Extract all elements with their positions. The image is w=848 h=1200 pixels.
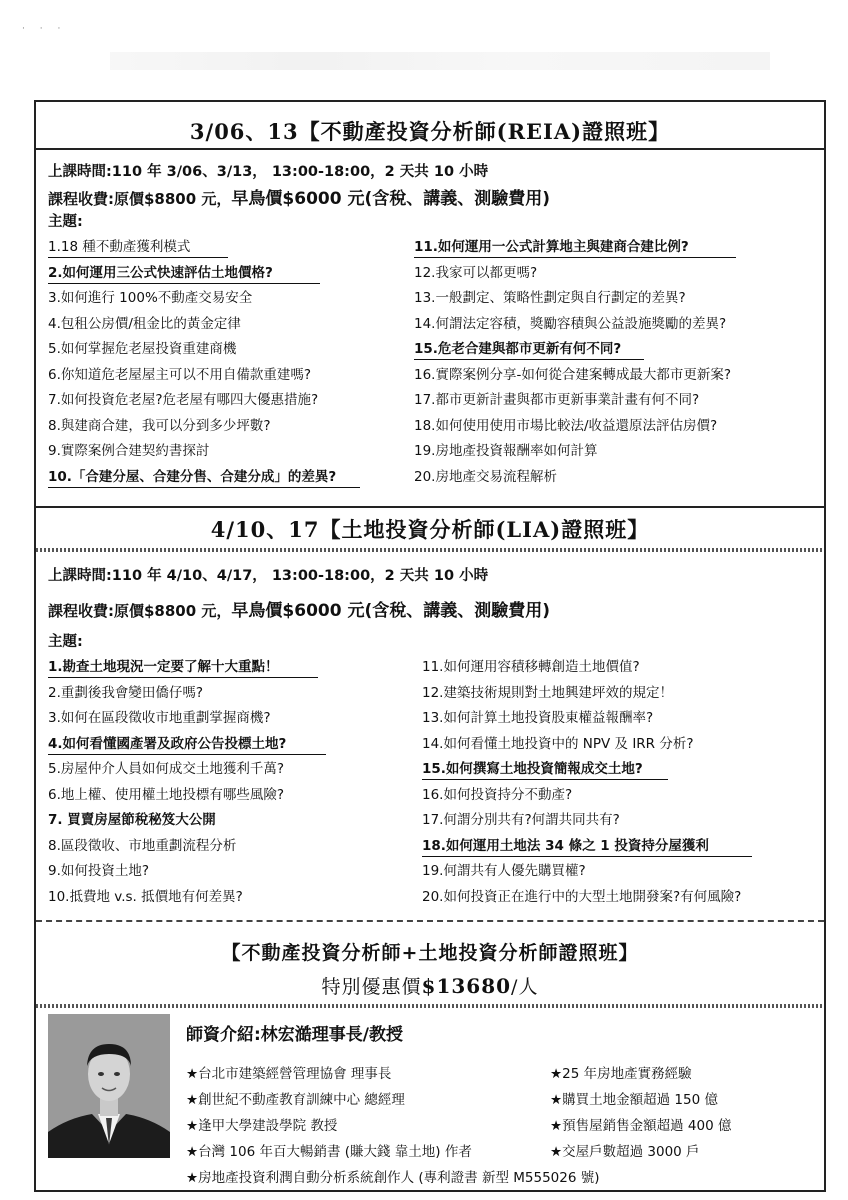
reia-title: 3/06、13【不動產投資分析師(REIA)證照班】 [189, 119, 671, 144]
topic-item: 4.如何看懂國產署及政府公告投標土地? [48, 735, 287, 752]
topic-item: 9.實際案例合建契約書探討 [48, 443, 210, 459]
topic-item: 15.如何撰寫土地投資簡報成交土地? [422, 761, 643, 777]
topic-item: 5.房屋仲介人員如何成交土地獲利千萬? [48, 761, 285, 777]
topic-item: 20.房地產交易流程解析 [414, 468, 557, 485]
credential-item: ★購買土地金額超過 150 億 [550, 1092, 718, 1108]
credential-item: ★創世紀不動產教育訓練中心 總經理 [186, 1092, 405, 1108]
topic-item: 4.包租公房價/租金比的黃金定律 [48, 315, 241, 332]
topic-underline [422, 779, 668, 780]
credential-item: ★台北市建築經營管理協會 理事長 [186, 1066, 392, 1082]
topic-underline [48, 487, 360, 488]
topic-item: 12.我家可以都更嗎? [414, 264, 538, 281]
credential-item: ★25 年房地產實務經驗 [550, 1066, 692, 1082]
topic-item: 16.實際案例分享-如何從合建案轉成最大都市更新案? [414, 366, 732, 383]
reia-fee-early: 早鳥價$6000 元(含稅、講義、測驗費用) [231, 189, 551, 209]
topic-item: 8.區段徵收、市地重劃流程分析 [48, 837, 237, 854]
credential-item: ★台灣 106 年百大暢銷書 (賺大錢 靠土地) 作者 [186, 1144, 472, 1160]
combo-price-prefix: 特別優惠價 [321, 976, 422, 998]
reia-fee [48, 184, 550, 209]
topic-underline [414, 359, 644, 360]
bleed-through-band [110, 52, 770, 70]
topic-item: 3.如何在區段徵收市地重劃掌握商機? [48, 710, 271, 726]
topic-item: 8.與建商合建，我可以分到多少坪數? [48, 417, 271, 434]
reia-schedule: 上課時間:110 年 3/06、3/13， 13:00-18:00，2 天共 10 小時 [48, 164, 489, 180]
topic-item: 17.何謂分別共有?何謂共同共有? [422, 812, 620, 828]
topic-underline [422, 856, 752, 857]
credential-item: ★逢甲大學建設學院 教授 [186, 1118, 338, 1134]
topic-item: 17.都市更新計畫與都市更新事業計畫有何不同? [414, 392, 700, 408]
topic-item: 19.房地產投資報酬率如何計算 [414, 443, 598, 459]
topic-item: 2.重劃後我會變田僑仔嗎? [48, 684, 204, 701]
credential-item: ★交屋戶數超過 3000 戶 [550, 1144, 700, 1160]
topic-item: 13.如何計算土地投資股東權益報酬率? [422, 710, 654, 726]
topic-item: 3.如何進行 100%不動產交易安全 [48, 290, 253, 306]
topic-item: 6.你知道危老屋屋主可以不用自備款重建嗎? [48, 366, 312, 383]
instructor-heading: 師資介紹:林宏澔理事長/教授 [186, 1025, 404, 1045]
scan-mark: · · · [22, 24, 67, 34]
reia-fee-regular: 課程收費:原價$8800 元， [48, 190, 232, 208]
topic-item: 6.地上權、使用權土地投標有哪些風險? [48, 786, 285, 803]
credential-item: ★房地產投資利潤自動分析系統創作人 (專利證書 新型 M555026 號) [186, 1170, 600, 1186]
topic-item: 12.建築技術規則對土地興建坪效的規定！ [422, 684, 673, 701]
topic-underline [48, 257, 228, 258]
topic-item: 9.如何投資土地? [48, 863, 150, 879]
topic-underline [414, 257, 736, 258]
topic-item: 20.如何投資正在進行中的大型土地開發案?有何風險? [422, 888, 742, 905]
lia-title: 4/10、17【土地投資分析師(LIA)證照班】 [210, 517, 650, 542]
topic-item: 10.抵費地 v.s. 抵價地有何差異? [48, 888, 243, 905]
topic-item: 2.如何運用三公式快速評估土地價格? [48, 264, 273, 281]
section-divider-reia [36, 506, 824, 508]
combo-divider [36, 1004, 824, 1008]
lia-fee-regular: 課程收費:原價$8800 元， [48, 602, 232, 620]
instructor-photo [48, 1014, 170, 1158]
topic-item: 11.如何運用容積移轉創造土地價值? [422, 659, 640, 675]
topic-item: 14.何謂法定容積，獎勵容積與公益設施獎勵的差異? [414, 315, 727, 332]
reia-title-divider [36, 148, 824, 150]
reia-topics-label: 主題: [48, 214, 83, 230]
topic-underline [48, 754, 326, 755]
topic-item: 14.如何看懂土地投資中的 NPV 及 IRR 分析? [422, 735, 694, 752]
lia-fee-early: 早鳥價$6000 元(含稅、講義、測驗費用) [231, 601, 551, 621]
section-divider-lia [36, 920, 824, 922]
topic-item: 10.「合建分屋、合建分售、合建分成」的差異? [48, 468, 337, 485]
topic-item: 11.如何運用一公式計算地主與建商合建比例? [414, 239, 689, 255]
combo-price [36, 972, 824, 999]
lia-schedule: 上課時間:110 年 4/10、4/17， 13:00-18:00，2 天共 10 小時 [48, 568, 489, 584]
combo-title: 【不動產投資分析師+土地投資分析師證照班】 [221, 942, 639, 964]
combo-price-suffix: /人 [511, 976, 539, 998]
topic-item: 7.如何投資危老屋?危老屋有哪四大優惠措施? [48, 392, 319, 408]
credential-item: ★預售屋銷售金額超過 400 億 [550, 1118, 732, 1134]
topic-item: 18.如何使用使用市場比較法/收益還原法評估房價? [414, 417, 718, 434]
topic-underline [48, 677, 318, 678]
topic-item: 13.一般劃定、策略性劃定與自行劃定的差異? [414, 290, 686, 306]
combo-price-value: $13680 [421, 974, 512, 998]
topic-item: 16.如何投資持分不動產? [422, 786, 573, 803]
topic-item: 1.勘查土地現況一定要了解十大重點！ [48, 659, 279, 675]
topic-item: 7. 買賣房屋節稅秘笈大公開 [48, 812, 216, 828]
lia-topics-label: 主題: [48, 634, 83, 650]
topic-item: 5.如何掌握危老屋投資重建商機 [48, 341, 237, 357]
topic-item: 18.如何運用土地法 34 條之 1 投資持分屋獲利 [422, 837, 709, 854]
lia-title-divider [36, 548, 824, 552]
topic-item: 15.危老合建與都市更新有何不同? [414, 341, 622, 357]
topic-item: 1.18 種不動產獲利模式 [48, 239, 191, 255]
topic-underline [48, 283, 320, 284]
instructor-portrait-icon [48, 1014, 170, 1158]
topic-item: 19.何謂共有人優先購買權? [422, 863, 586, 879]
lia-fee [48, 596, 550, 621]
